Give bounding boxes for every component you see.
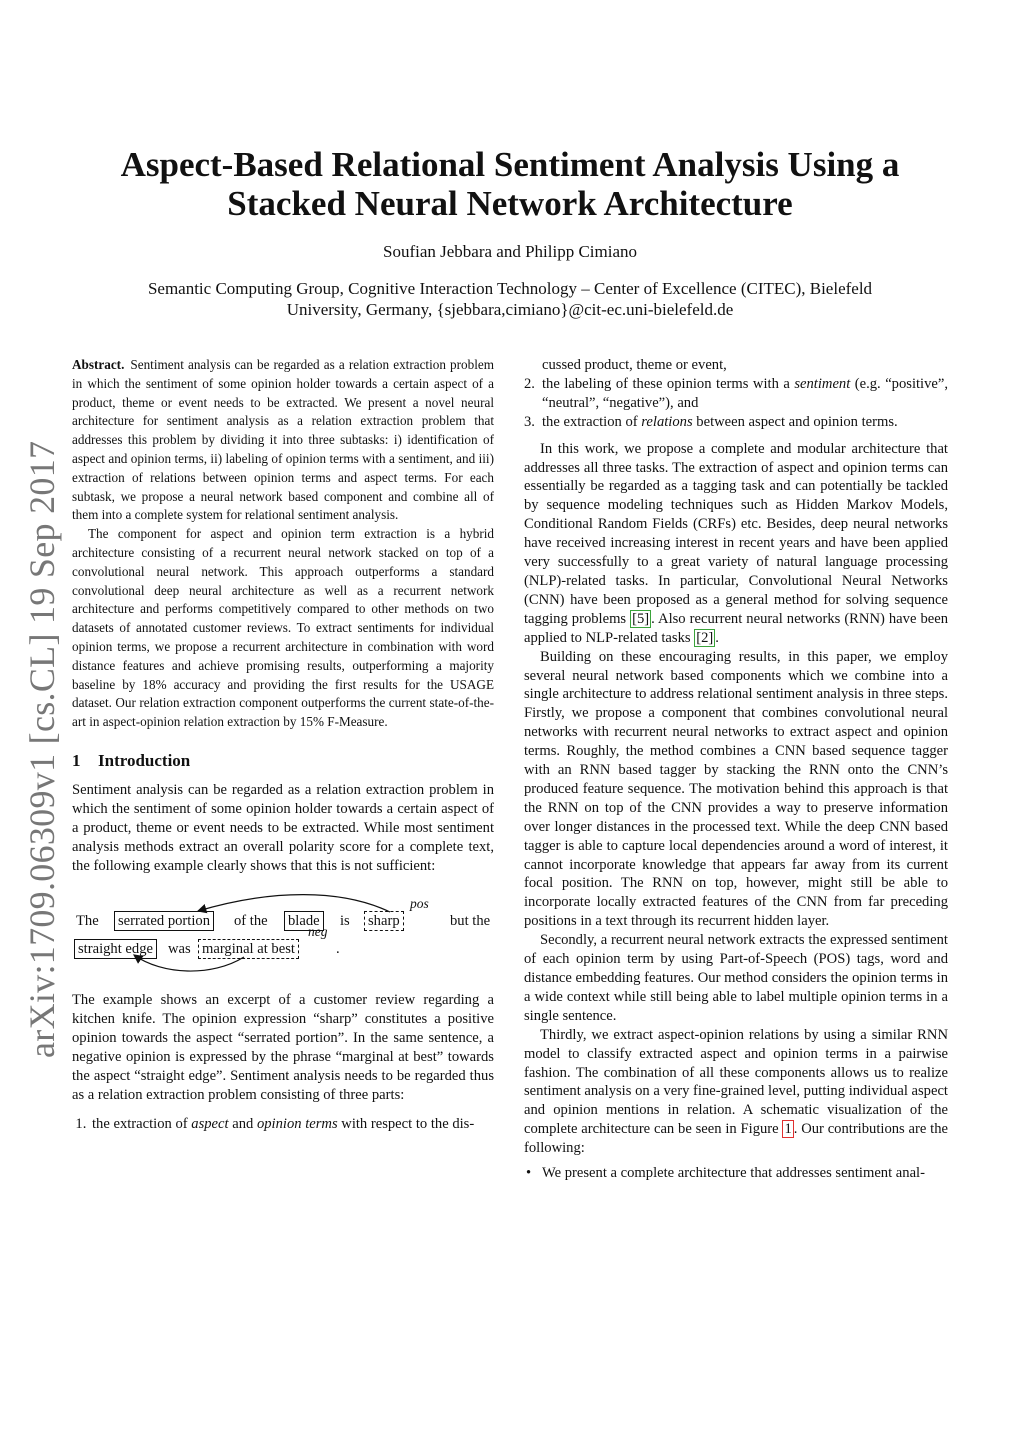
section-heading-introduction bbox=[72, 750, 494, 772]
body-paragraph: Thirdly, we extract aspect-opinion relations by using a similar RNN model to classify extracted aspect and opinion terms in a pairwise fashion. The combination of all these components allows us to realize sentiment analysis on a very fine-grained level, putting individual aspect and opinion mentions in relation. A schematic visualization of the complete architecture can be seen in Figure 1 . Our contributions are the following: bbox=[524, 1026, 948, 1157]
list-item-continuation: cussed product, theme or event, bbox=[542, 357, 727, 373]
opinion-term: marginal at best bbox=[198, 939, 299, 959]
aspect-term: serrated portion bbox=[114, 911, 214, 931]
list-item: • We present a complete architecture that addresses sentiment anal- bbox=[542, 1164, 948, 1183]
example-word: The bbox=[76, 913, 99, 930]
annotated-example bbox=[72, 885, 494, 979]
section-number: 1 bbox=[72, 750, 81, 770]
arxiv-identifier[interactable]: arXiv:1709.06309v1 [cs.CL] 19 Sep 2017 bbox=[22, 440, 62, 1058]
title-line-1: Aspect-Based Relational Sentiment Analysis Using a bbox=[120, 145, 900, 184]
contributions-list bbox=[524, 1164, 948, 1183]
list-item: 3. the extraction of relations between aspect and opinion terms. bbox=[524, 413, 898, 430]
affiliation-line-2: University, Germany, {sjebbara,cimiano}@cit-ec.uni-bielefeld.de bbox=[286, 300, 734, 319]
aspect-term: blade bbox=[284, 911, 324, 931]
abstract bbox=[72, 356, 494, 732]
paper-title bbox=[90, 145, 930, 223]
list-item: 1. the extraction of aspect and opinion terms with respect to the dis- bbox=[90, 1115, 494, 1134]
opinion-term: sharp bbox=[364, 911, 404, 931]
affiliation bbox=[90, 278, 930, 320]
example-word: of the bbox=[234, 913, 268, 930]
title-line-2: Stacked Neural Network Architecture bbox=[227, 184, 793, 223]
intro-paragraph-1: Sentiment analysis can be regarded as a relation extraction problem in which the sentiment of some opinion holder towards a certain aspect of a product, theme or event needs to be extracted. While most sentiment analysis methods extract an overall polarity score for a complete text, the following example clearly shows that this is not sufficient: bbox=[72, 781, 494, 874]
example-word: . bbox=[336, 941, 340, 958]
aspect-term: straight edge bbox=[74, 939, 157, 959]
authors: Soufian Jebbara and Philipp Cimiano bbox=[382, 242, 638, 261]
example-word: was bbox=[168, 941, 191, 958]
figure-reference-link[interactable]: 1 bbox=[784, 1121, 792, 1138]
affiliation-line-1: Semantic Computing Group, Cognitive Interaction Technology – Center of Excellence (CITEC), Bielefeld bbox=[147, 279, 873, 298]
body-paragraph: Secondly, a recurrent neural network extracts the expressed sentiment of each opinion term by using Part-of-Speech (POS) tags, word and distance embedding features. Our method considers the opinion terms in a wide context while still being able to label multiple opinion terms in a single sentence. bbox=[524, 932, 948, 1024]
list-item: 2. the labeling of these opinion terms with a sentiment (e.g. “positive”, “neutral”, “negative”), and bbox=[524, 375, 949, 411]
sentiment-label-pos: pos bbox=[410, 896, 429, 912]
section-title: Introduction bbox=[98, 750, 191, 770]
body-paragraph: In this work, we propose a complete and modular architecture that addresses all three tasks. The extraction of aspect and opinion terms can essentially be regarded as a tagging task and can potentially be tackled by sequence modeling techniques such as Hidden Markov Models, Conditional Random Fields (CRFs) etc. Besides, deep neural networks have received increasing interest in recent years and have been applied very successfully to a great variety of natural language processing (NLP)-related tasks. In particular, Convolutional Neural Networks (CNN) have been proposed as a general method for solving sequence tagging problems [5] . Also recurrent neural networks (RNN) have been applied to NLP-related tasks [2] . bbox=[524, 440, 948, 646]
citation-link[interactable]: [2] bbox=[696, 629, 714, 646]
relation-arrow-pos bbox=[198, 895, 390, 912]
parts-list-continued bbox=[524, 375, 948, 432]
abstract-paragraph-2: The component for aspect and opinion term extraction is a hybrid architecture consisting of a recurrent neural network stacked on top of a convolutional neural network. This approach outperforms a standard convolutional deep neural architecture as well as a recurrent network architecture and performs competitively compared to other methods on two datasets of annotated customer reviews. To extract sentiments for individual opinion terms, we propose a recurrent architecture in combination with word distance features and achieve promising results, outperforming a majority baseline by 18% accuracy and providing the first results for the USAGE dataset. Our relation extraction component outperforms the current state-of-the-art in aspect-opinion relation extraction by 15% F-Measure. bbox=[72, 526, 494, 730]
parts-list bbox=[72, 1115, 494, 1134]
abstract-paragraph-1 bbox=[72, 356, 494, 525]
abstract-label: Abstract. bbox=[72, 357, 125, 372]
example-word: but the bbox=[450, 913, 491, 930]
relation-arrows bbox=[72, 885, 494, 979]
intro-paragraph-2: The example shows an excerpt of a customer review regarding a kitchen knife. The opinion expression “sharp” constitutes a positive opinion towards the aspect “serrated portion”. In the same sentence, a negative opinion is expressed by the phrase “marginal at best” towards the aspect “straight edge”. Sentiment analysis needs to be regarded thus as a relation extraction problem consisting of three parts: bbox=[72, 992, 494, 1103]
citation-link[interactable]: [5] bbox=[632, 610, 650, 627]
body-paragraph: Building on these encouraging results, in this paper, we employ several neural network based components which we combine into a single architecture to address relational sentiment analysis in three steps. Firstly, we propose a component that combines convolutional neural networks with recurrent neural networks to extract aspect and opinion terms. Roughly, the method combines a CNN based sequence tagger with an RNN based tagger by stacking the RNN onto the CNN’s produced feature sequence. The motivation behind this approach is that the RNN on top of the CNN provides a way to preserve information over longer distances in the processed text. While the deep CNN based tagger is able to capture local dependencies around a word of interest, it cannot incorporate knowledge that appears far away from its current focal position. The RNN on top, however, might still be able to incorporate locally extracted features of the CNN from far preceding positions in a text through its recurrent hidden layer. bbox=[524, 648, 948, 930]
abstract-text-1: Sentiment analysis can be regarded as a relation extraction problem in which the sentiment of some opinion holder towards a certain aspect of a product, theme or event needs to be extracted. We present a novel neural architecture for sentiment analysis as a relation extraction problem that addresses this problem by dividing it into three subtasks: i) identification of aspect and opinion terms, ii) labeling of opinion terms with a sentiment, and iii) extraction of relations between opinion terms and aspect terms. For each subtask, we propose a neural network based component and combine all of them into a complete system for relational sentiment analysis. bbox=[72, 357, 494, 523]
example-word: is bbox=[340, 913, 350, 930]
right-column bbox=[524, 356, 948, 1183]
left-column bbox=[72, 356, 494, 1134]
sentiment-label-neg: neg bbox=[308, 924, 328, 940]
